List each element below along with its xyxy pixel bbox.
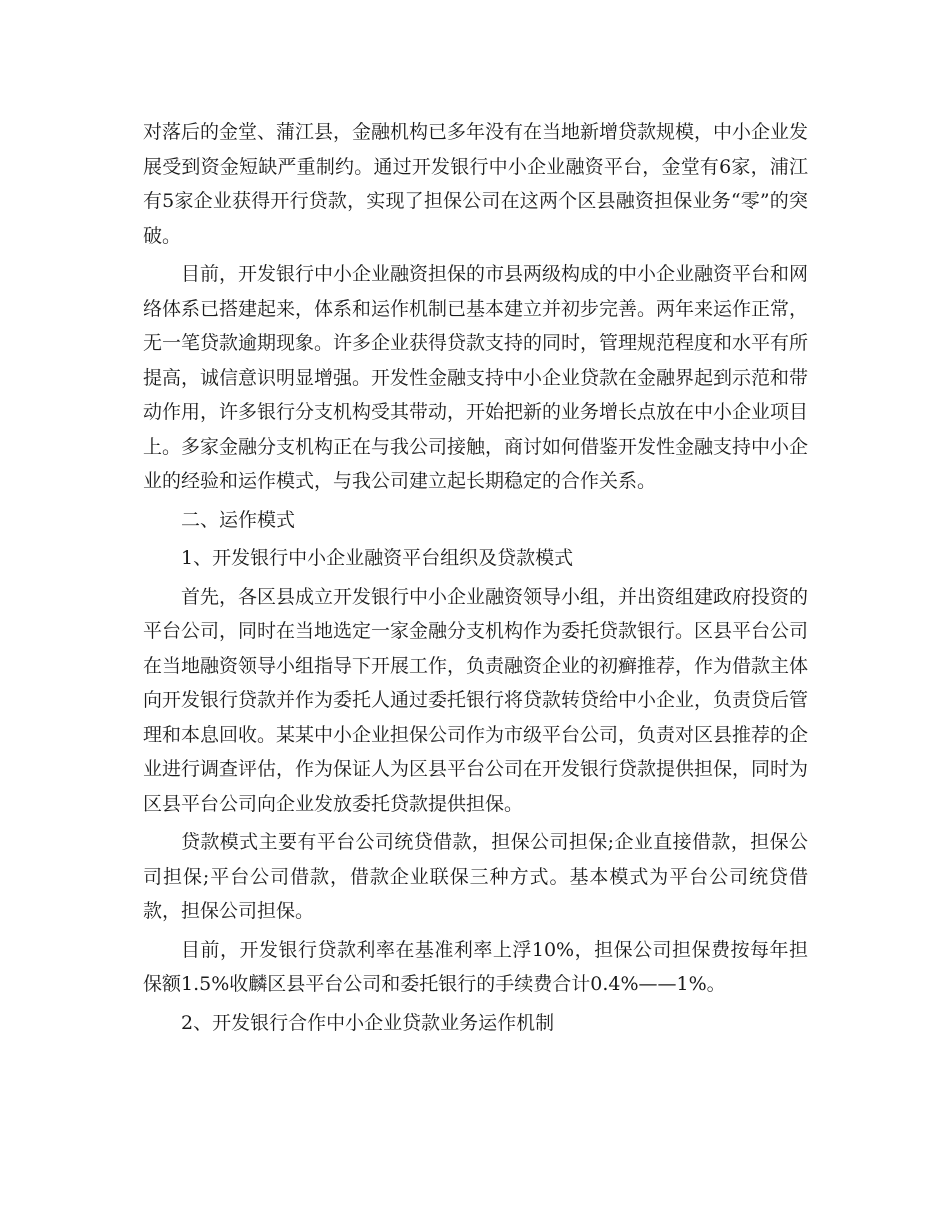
subsection-heading-operation-mechanism: 2、开发银行合作中小企业贷款业务运作机制: [181, 1011, 555, 1034]
paragraph-loan-modes: 贷款模式主要有平台公司统贷借款，担保公司担保;企业直接借款，担保公司担保;平台公司借款，借款企业联保三种方式。基本模式为平台公司统贷借款，担保公司担保。: [143, 831, 808, 922]
paragraph-interest-rates: 目前，开发银行贷款利率在基准利率上浮10%，担保公司担保费按每年担保额1.5%收麟区县平台公司和委托银行的手续费合计0.4%——1%。: [143, 938, 808, 995]
subsection-heading-platform-organization: 1、开发银行中小企业融资平台组织及贷款模式: [181, 547, 574, 569]
document-body: [143, 115, 808, 1044]
section-heading-operation-mode: 二、运作模式: [181, 508, 296, 531]
paragraph-continuation: 对落后的金堂、蒲江县，金融机构已多年没有在当地新增贷款规模，中小企业发展受到资金短缺严重制约。通过开发银行中小企业融资平台，金堂有6家，浦江有5家企业获得开行贷款，实现了担保公司在这两个区县融资担保业务“零”的突破。: [143, 121, 809, 247]
paragraph-current-status: 目前，开发银行中小企业融资担保的市县两级构成的中小企业融资平台和网络体系已搭建起来，体系和运作机制已基本建立并初步完善。两年来运作正常，无一笔贷款逾期现象。许多企业获得贷款支持的同时，管理规范程度和水平有所提高，诚信意识明显增强。开发性金融支持中小企业贷款在金融界起到示范和带动作用，许多银行分支机构受其带动，开始把新的业务增长点放在中小企业项目上。多家金融分支机构正在与我公司接触，商讨如何借鉴开发性金融支持中小企业的经验和运作模式，与我公司建立起长期稳定的合作关系。: [143, 263, 809, 492]
paragraph-platform-structure: 首先，各区县成立开发银行中小企业融资领导小组，并出资组建政府投资的平台公司，同时在当地选定一家金融分支机构作为委托贷款银行。区县平台公司在当地融资领导小组指导下开展工作，负责融资企业的初癣推荐，作为借款主体向开发银行贷款并作为委托人通过委托银行将贷款转贷给中小企业，负责贷后管理和本息回收。某某中小企业担保公司作为市级平台公司，负责对区县推荐的企业进行调查评估，作为保证人为区县平台公司在开发银行贷款提供担保，同时为区县平台公司向企业发放委托贷款提供担保。: [143, 585, 809, 815]
